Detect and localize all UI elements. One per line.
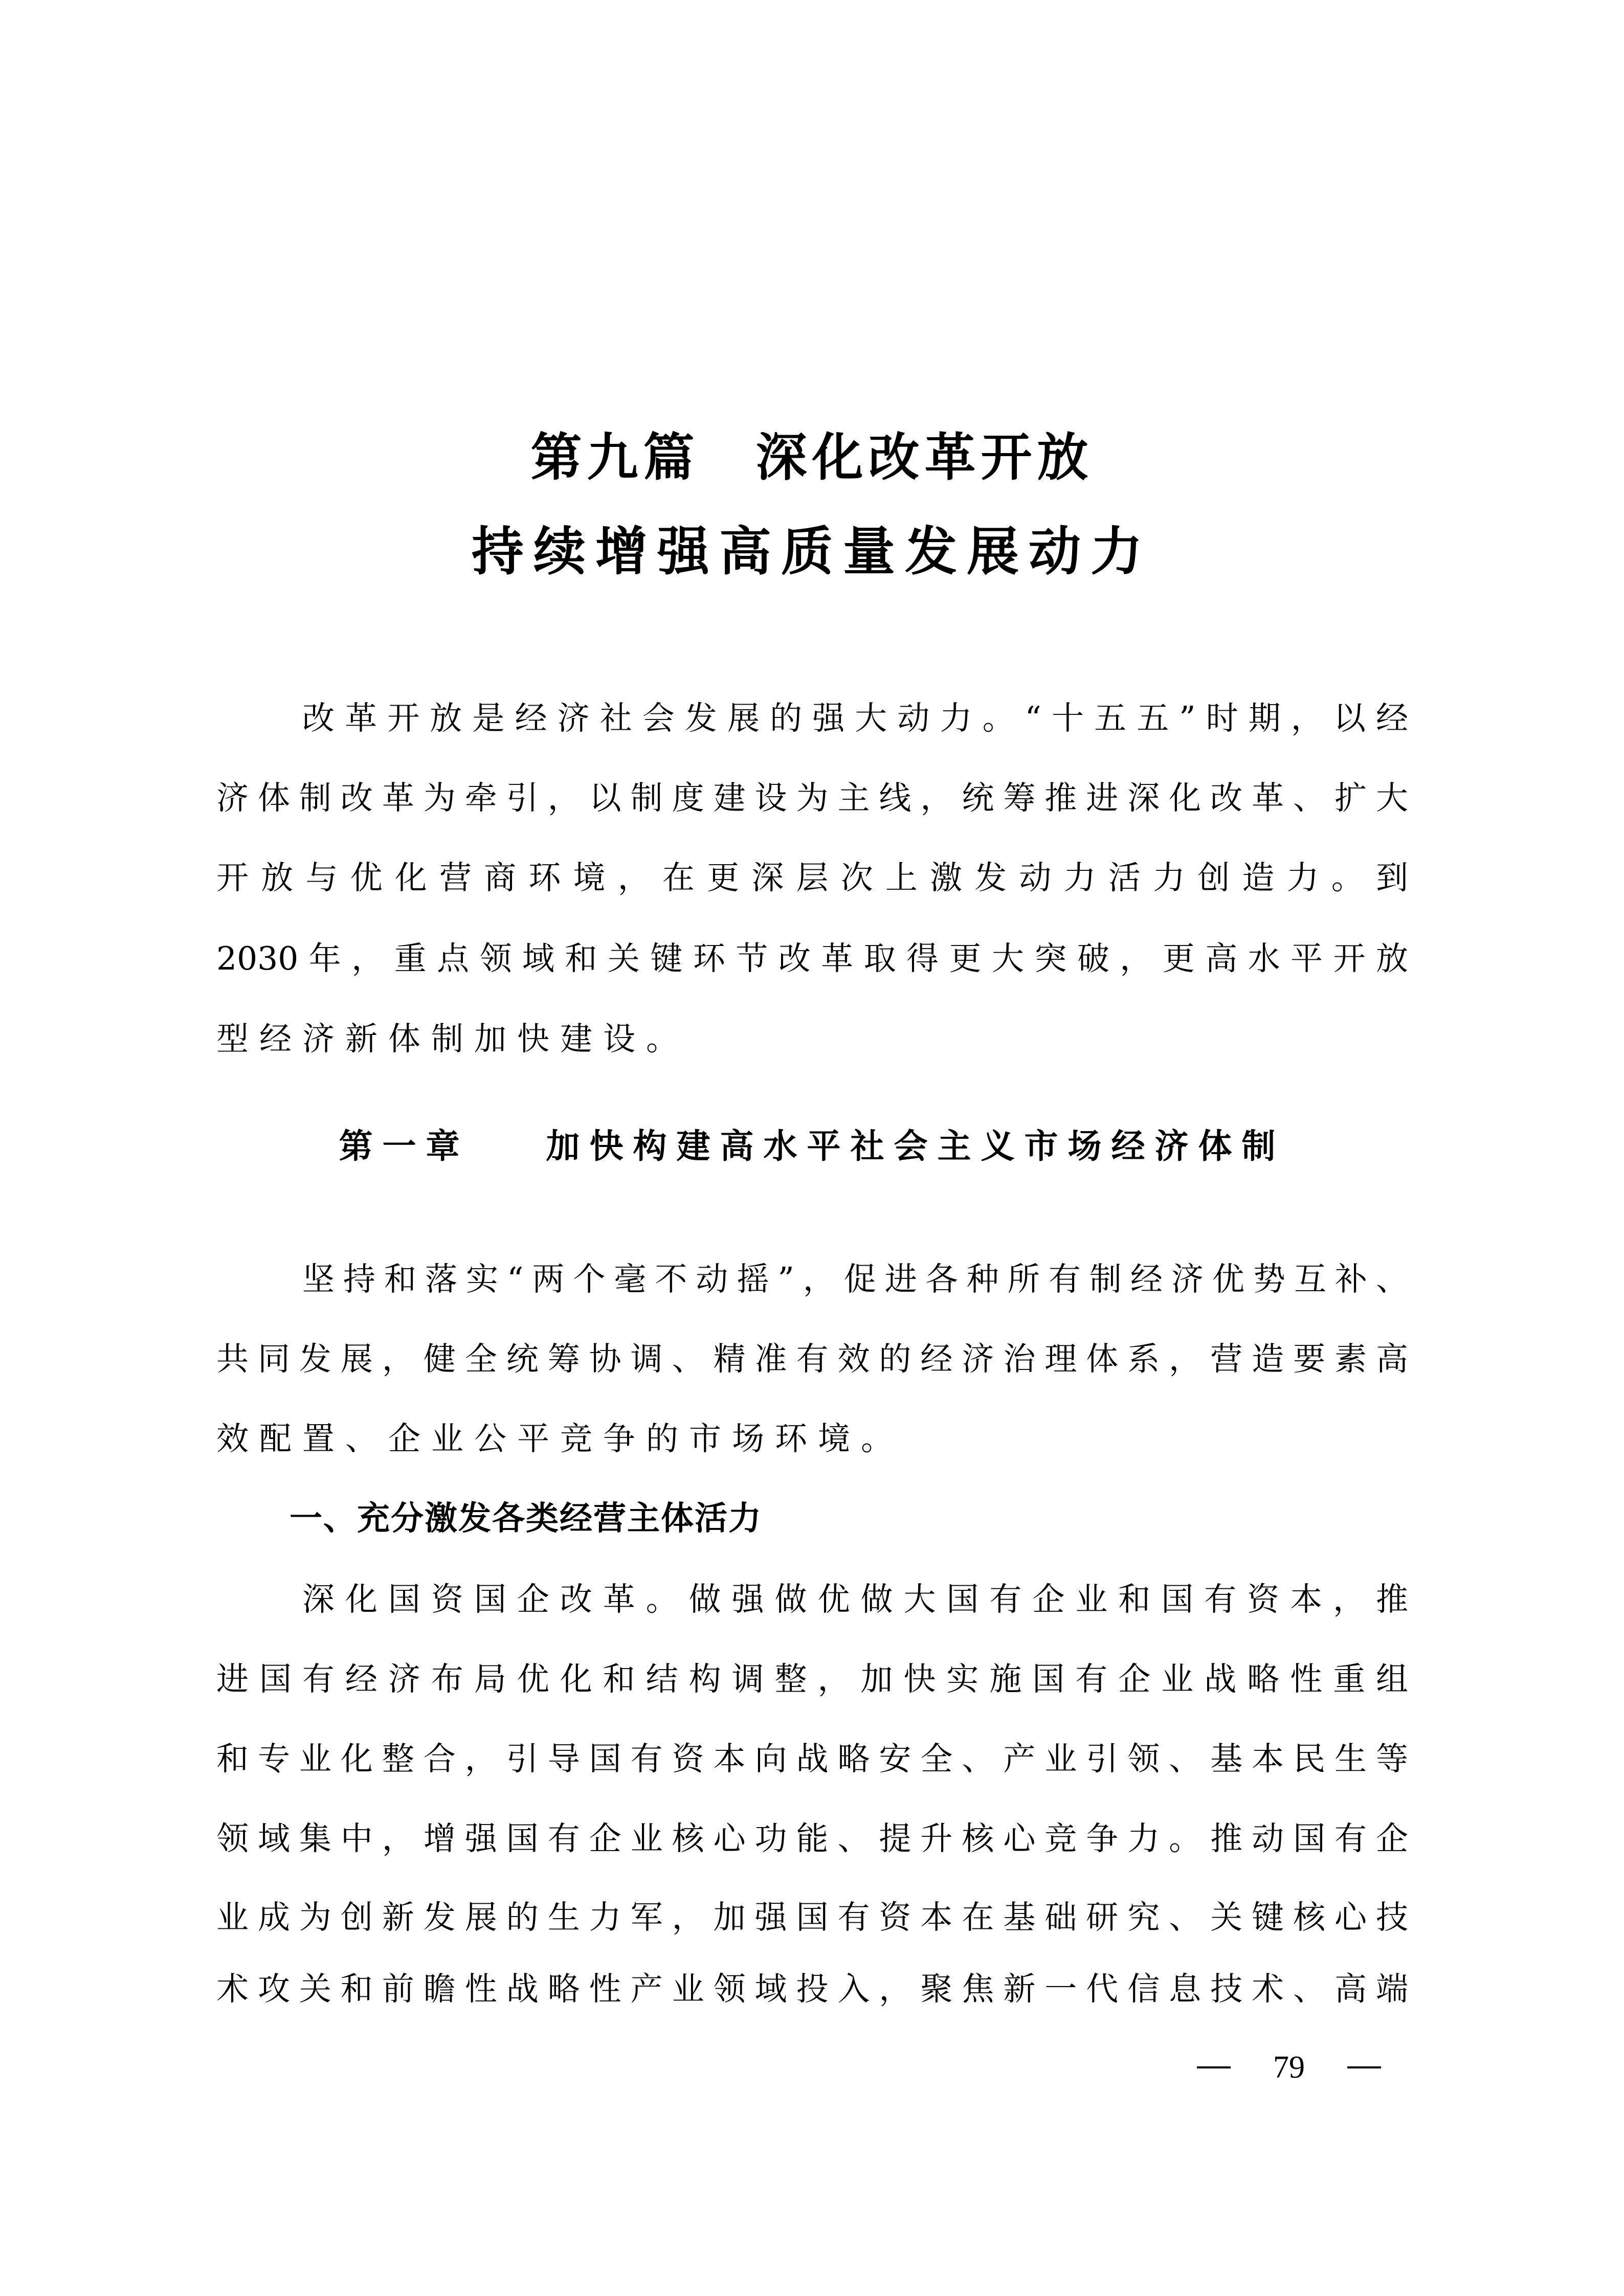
section-heading: 一、充分激发各类经营主体活力 [290,1500,762,1538]
page-number-left-dash [1197,2066,1231,2068]
chapter-heading [0,1121,1624,1172]
chapter-paragraph-line: 坚持和落实“两个毫不动摇”，促进各种所有制经济优势互补、 [302,1260,1408,1298]
chapter-title: 加快构建高水平社会主义市场经济体制 [546,1127,1285,1166]
chapter-paragraph-line: 共同发展，健全统筹协调、精准有效的经济治理体系，营造要素高 [216,1340,1408,1378]
section-paragraph-line: 进国有经济布局优化和结构调整，加快实施国有企业战略性重组 [216,1660,1408,1698]
page-number-value: 79 [1273,2050,1305,2085]
section-paragraph-first-line [302,1574,1408,1625]
section-paragraph-first-line-rest: 做强做优做大国有企业和国有资本，推 [688,1581,1409,1618]
section-paragraph-line: 领域集中，增强国有企业核心功能、提升核心竞争力。推动国有企 [216,1820,1408,1857]
chapter-paragraph-line: 效配置、企业公平竞争的市场环境。 [216,1420,904,1457]
section-paragraph-lead: 深化国资国企改革。 [302,1581,689,1618]
page-number-right-dash [1347,2066,1381,2068]
intro-paragraph-line: 开放与优化营商环境，在更深层次上激发动力活力创造力。到 [216,859,1408,896]
page-number [1197,2047,1381,2088]
part-title-line-2: 持续增强高质量发展动力 [472,521,1152,582]
intro-paragraph-line: 2030年，重点领域和关键环节改革取得更大突破，更高水平开放 [216,940,1408,977]
section-paragraph-line: 和专业化整合，引导国有资本向战略安全、产业引领、基本民生等 [216,1740,1408,1777]
intro-paragraph-line: 济体制改革为牵引，以制度建设为主线，统筹推进深化改革、扩大 [216,779,1408,817]
section-paragraph-line: 业成为创新发展的生力军，加强国有资本在基础研究、关键核心技 [216,1899,1408,1936]
intro-paragraph-line: 改革开放是经济社会发展的强大动力。“十五五”时期，以经 [302,700,1408,737]
part-title-line-1: 第九篇 深化改革开放 [530,427,1094,487]
section-paragraph-line: 术攻关和前瞻性战略性产业领域投入，聚焦新一代信息技术、高端 [216,1970,1408,2008]
intro-paragraph-line: 型经济新体制加快建设。 [216,1020,689,1057]
chapter-number: 第一章 [339,1127,470,1166]
